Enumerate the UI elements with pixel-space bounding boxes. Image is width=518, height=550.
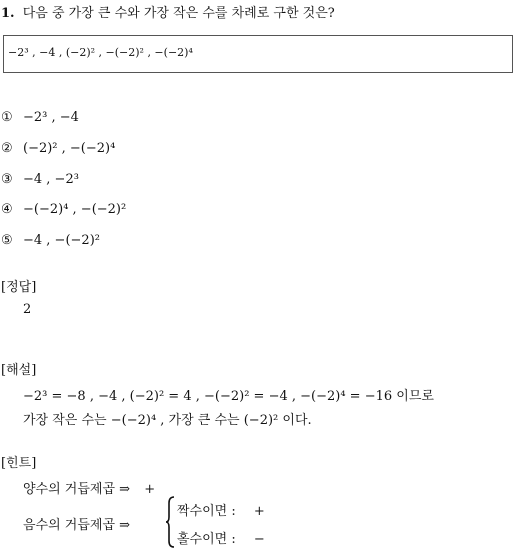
choice-text: −4 , −2³ <box>23 172 79 187</box>
question-text: 다음 중 가장 큰 수와 가장 작은 수를 차례로 구한 것은? <box>22 6 335 21</box>
hint-positive-sign: + <box>144 482 156 497</box>
choice-3[interactable] <box>1 172 79 187</box>
explanation-line-1: −2³ = −8 , −4 , (−2)² = 4 , −(−2)² = −4 , −(−2)⁴ = −16 이므로 <box>23 389 434 404</box>
hint-negative: 음수의 거듭제곱 ⇒ <box>23 518 131 533</box>
choice-4[interactable] <box>1 202 126 217</box>
hint-odd-sign: − <box>253 532 265 547</box>
choice-2[interactable] <box>1 141 115 156</box>
hint-positive <box>23 478 155 497</box>
explanation-line-2: 가장 작은 수는 −(−2)⁴ , 가장 큰 수는 (−2)² 이다. <box>23 413 312 428</box>
hint-even <box>177 500 265 519</box>
left-brace-icon <box>165 496 175 548</box>
hint-positive-text: 양수의 거듭제곱 ⇒ <box>23 482 131 497</box>
question-header <box>1 2 335 21</box>
choice-1[interactable] <box>1 110 79 125</box>
explanation-label: [해설] <box>1 363 37 378</box>
choice-mark: ④ <box>1 202 13 217</box>
question-number: 1. <box>1 6 15 21</box>
hint-odd <box>177 528 265 547</box>
hint-even-text: 짝수이면 : <box>177 504 236 519</box>
answer-value: 2 <box>23 302 32 317</box>
choice-5[interactable] <box>1 233 100 248</box>
choice-mark: ⑤ <box>1 233 13 248</box>
choice-text: (−2)² , −(−2)⁴ <box>23 141 116 156</box>
hint-even-sign: + <box>253 504 265 519</box>
choice-mark: ① <box>1 110 13 125</box>
hint-odd-text: 홀수이면 : <box>177 532 236 547</box>
choice-text: −4 , −(−2)² <box>23 233 100 248</box>
hint-label: [힌트] <box>1 456 37 471</box>
choice-mark: ② <box>1 141 13 156</box>
given-expressions: −2³ , −4 , (−2)² , −(−2)² , −(−2)⁴ <box>8 46 193 59</box>
choice-text: −(−2)⁴ , −(−2)² <box>23 202 127 217</box>
choice-mark: ③ <box>1 172 13 187</box>
answer-label: [정답] <box>1 280 37 295</box>
choice-text: −2³ , −4 <box>23 110 79 125</box>
given-expressions-box <box>3 35 513 73</box>
